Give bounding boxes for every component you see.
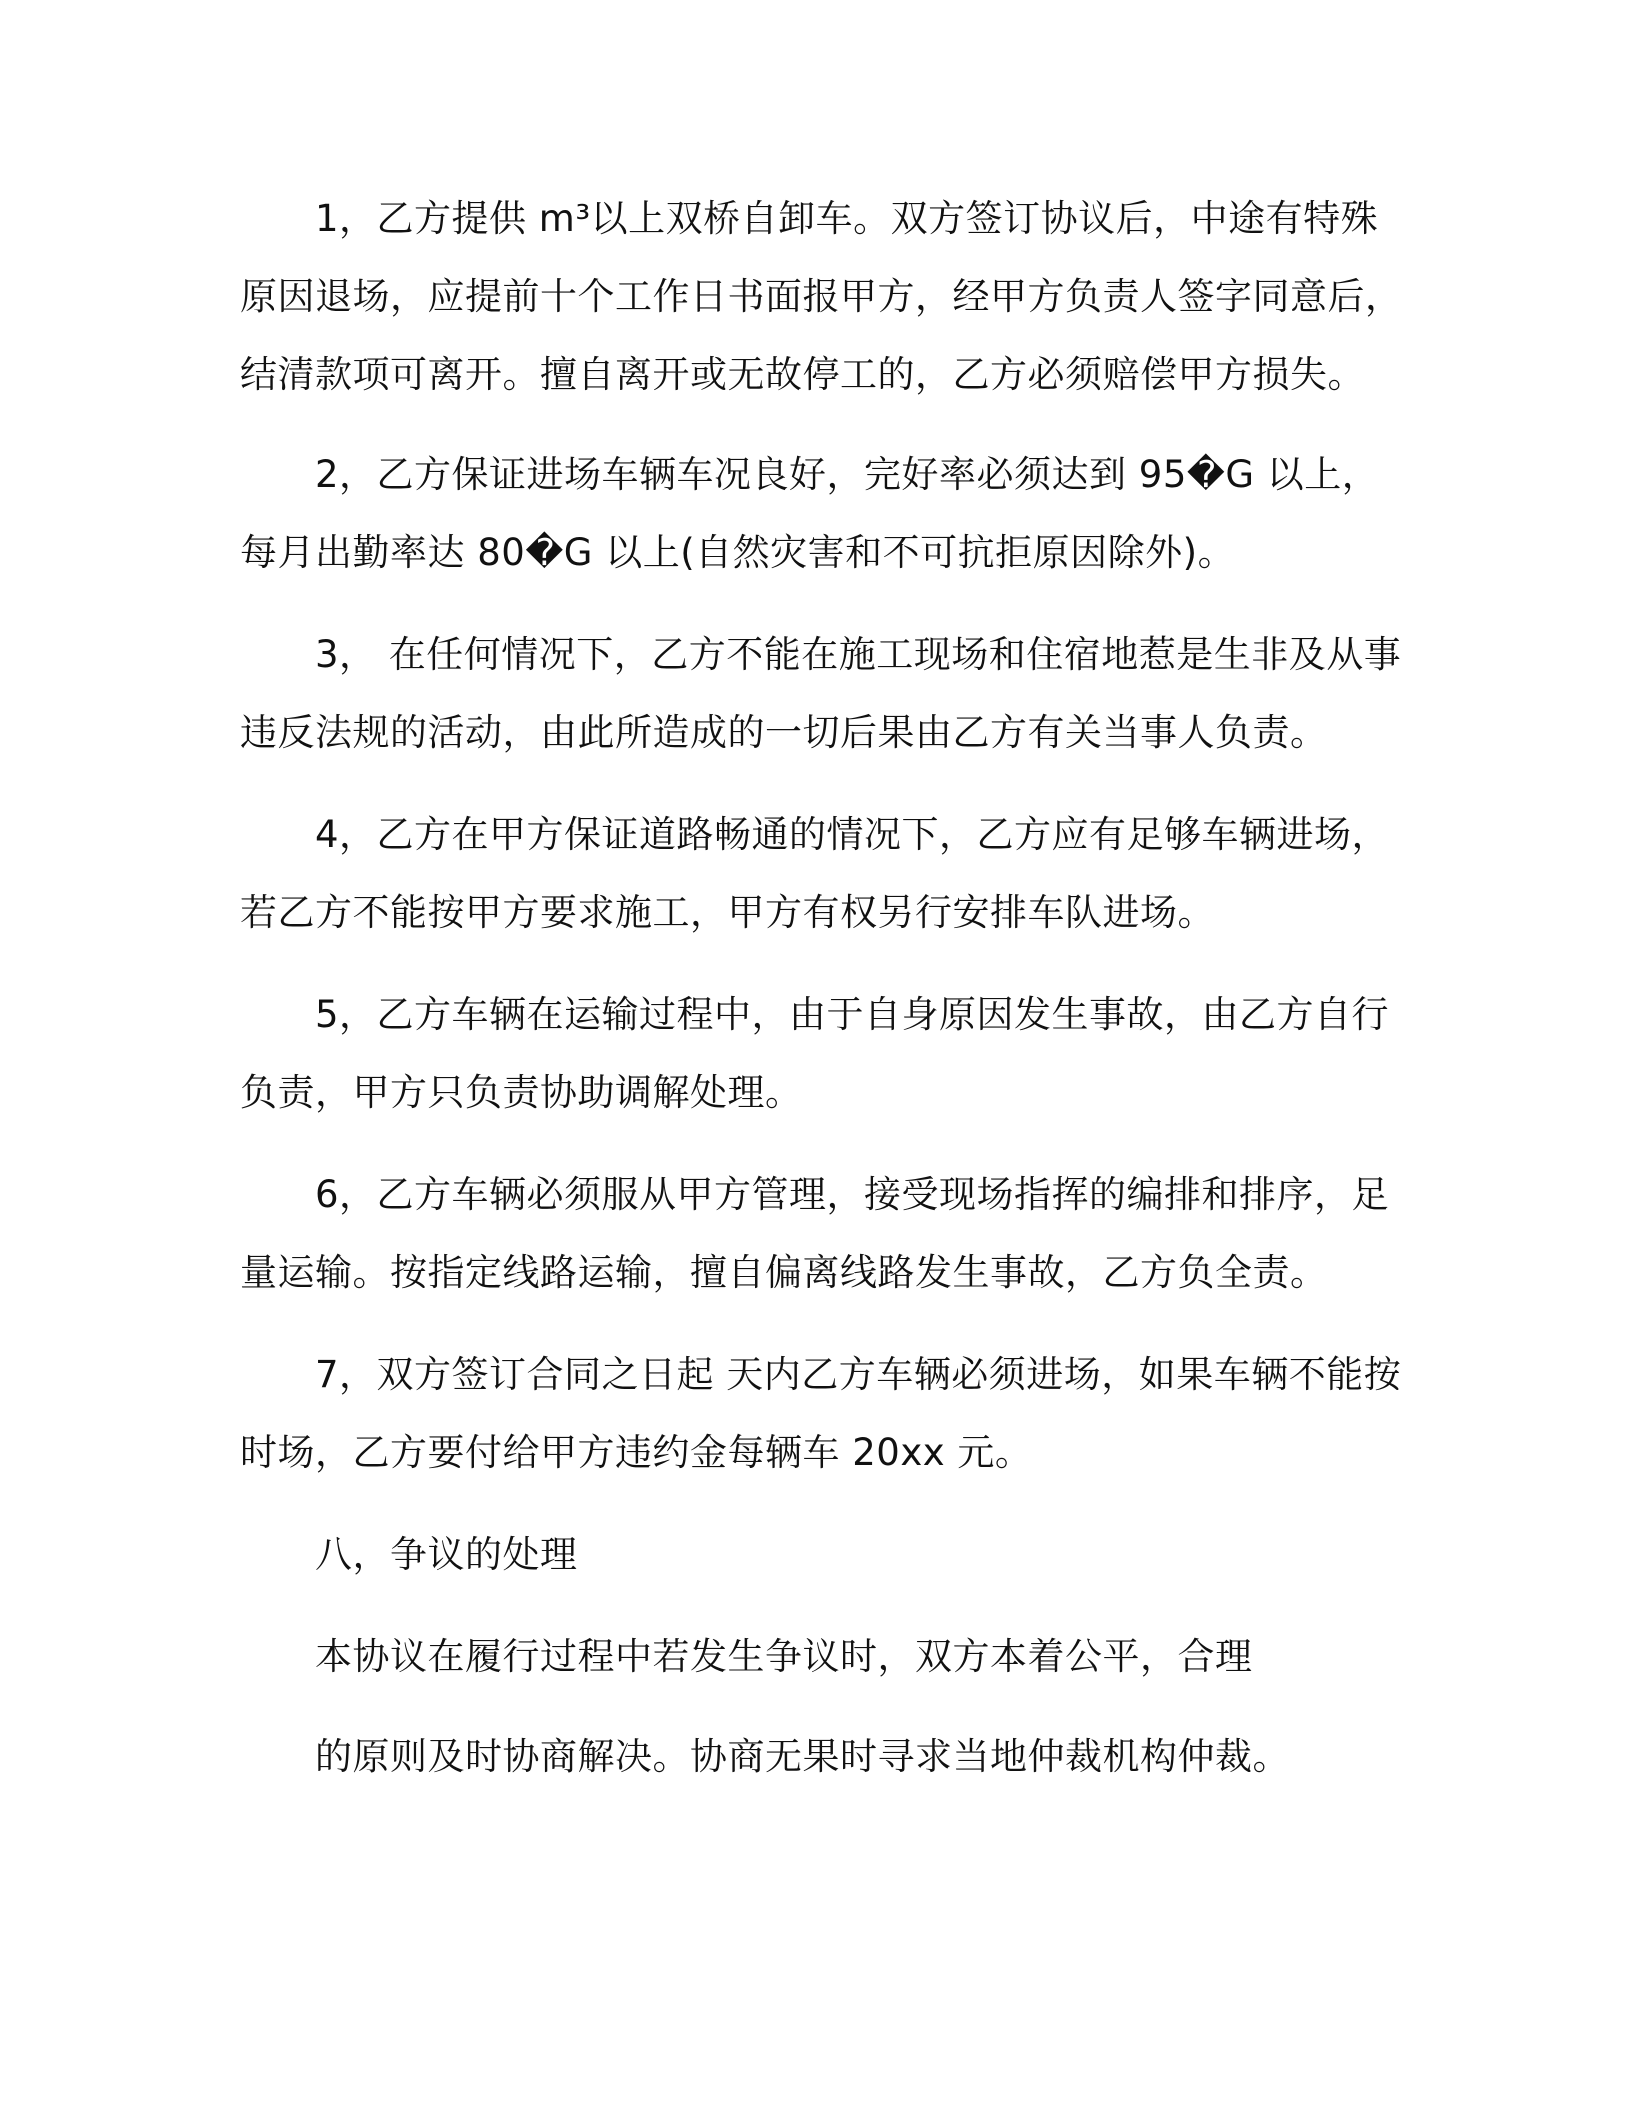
clause-2-line-2: 每月出勤率达 80�G 以上(自然灾害和不可抗拒原因除外)。 — [240, 531, 1236, 574]
clause-6-line-2: 量运输。按指定线路运输，擅自偏离线路发生事故，乙方负全责。 — [240, 1251, 1328, 1294]
clause-7-line-2: 时场，乙方要付给甲方违约金每辆车 20xx 元。 — [240, 1431, 1033, 1474]
clause-3-line-1: 3， 在任何情况下，乙方不能在施工现场和住宿地惹是生非及从事 — [315, 633, 1402, 676]
clause-1 — [240, 180, 1403, 414]
dispute-paragraph-line-1 — [315, 1618, 1465, 1696]
clause-4-line-1: 4，乙方在甲方保证道路畅通的情况下，乙方应有足够车辆进场， — [315, 813, 1390, 856]
clause-2-line-1: 2，乙方保证进场车辆车况良好，完好率必须达到 95�G 以上， — [315, 453, 1380, 496]
clause-1-line-2: 原因退场，应提前十个工作日书面报甲方，经甲方负责人签字同意后， — [240, 275, 1403, 318]
clause-1-line-1: 1，乙方提供 m³以上双桥自卸车。双方签订协议后，中途有特殊 — [315, 197, 1379, 240]
clause-2 — [240, 436, 1390, 592]
clause-3-line-2: 违反法规的活动，由此所造成的一切后果由乙方有关当事人负责。 — [240, 711, 1328, 754]
clause-6-line-1: 6，乙方车辆必须服从甲方管理，接受现场指挥的编排和排序，足 — [315, 1173, 1390, 1216]
clause-7 — [240, 1336, 1402, 1492]
dispute-line-2: 的原则及时协商解决。协商无果时寻求当地仲裁机构仲裁。 — [315, 1735, 1290, 1778]
clause-5-line-2: 负责，甲方只负责协助调解处理。 — [240, 1071, 803, 1114]
clause-6 — [240, 1156, 1390, 1312]
section-title — [315, 1516, 1465, 1594]
clause-4 — [240, 796, 1390, 952]
clause-5 — [240, 976, 1390, 1132]
clause-4-line-2: 若乙方不能按甲方要求施工，甲方有权另行安排车队进场。 — [240, 891, 1215, 934]
clause-5-line-1: 5，乙方车辆在运输过程中，由于自身原因发生事故，由乙方自行 — [315, 993, 1390, 1036]
dispute-line-1: 本协议在履行过程中若发生争议时，双方本着公平，合理 — [315, 1635, 1253, 1678]
clause-1-line-3: 结清款项可离开。擅自离开或无故停工的，乙方必须赔偿甲方损失。 — [240, 353, 1365, 396]
dispute-paragraph-line-2 — [315, 1718, 1465, 1796]
clause-7-line-1: 7，双方签订合同之日起 天内乙方车辆必须进场，如果车辆不能按 — [315, 1353, 1402, 1396]
clause-3 — [240, 616, 1402, 772]
section-title-text: 八，争议的处理 — [315, 1533, 578, 1576]
